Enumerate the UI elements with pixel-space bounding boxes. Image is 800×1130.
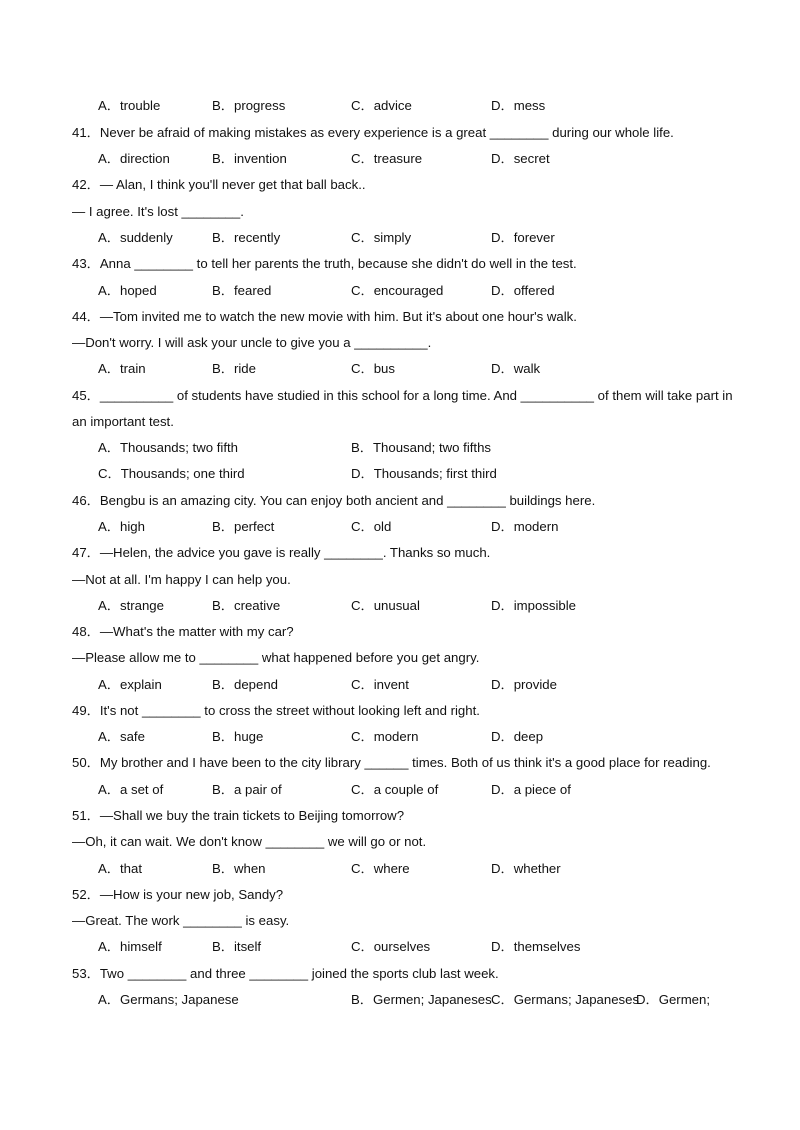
q46-option-b: B．perfect [212,519,275,534]
q46-option-d: D．modern [491,519,559,534]
q48-stem: 48．—What's the matter with my car? [72,624,294,639]
q40-options [0,97,800,115]
q49-options [0,728,800,746]
q45-stem-continued: an important test. [72,414,174,429]
q42-options [0,229,800,247]
q41-option-c: C．treasure [351,151,423,166]
q51-option-b: B．when [212,861,266,876]
q51-stem: 51．—Shall we buy the train tickets to Beijing tomorrow? [72,808,405,823]
q45-options-row1 [0,439,800,457]
q48-option-d: D．provide [491,677,557,692]
q49-option-c: C．modern [351,729,419,744]
q43-option-d: D．offered [491,283,555,298]
q45-option-c: C．Thousands; one third [98,466,245,481]
q52-option-d: D．themselves [491,939,581,954]
q46-stem: 46．Bengbu is an amazing city. You can enjoy both ancient and ________ buildings here. [72,493,596,508]
q46-option-c: C．old [351,519,392,534]
q48-option-b: B．depend [212,677,278,692]
q48-reply: —Please allow me to ________ what happened before you get angry. [72,650,480,665]
q53-option-a: A．Germans; Japanese [98,992,239,1007]
q43-stem: 43．Anna ________ to tell her parents the truth, because she didn't do well in the test. [72,256,577,271]
q41-options [0,150,800,168]
q51-options [0,860,800,878]
q40-option-b: B．progress [212,98,286,113]
q49-option-a: A．safe [98,729,145,744]
q50-options [0,781,800,799]
q51-option-c: C．where [351,861,410,876]
q45-option-b: B．Thousand; two fifths [351,440,492,455]
q53-options [0,991,800,1009]
q42-reply: — I agree. It's lost ________. [72,204,244,219]
q52-reply: —Great. The work ________ is easy. [72,913,290,928]
q47-option-a: A．strange [98,598,164,613]
q45-stem: 45．__________ of students have studied in this school for a long time. And __________ of them will take part in [72,388,733,403]
q44-option-d: D．walk [491,361,541,376]
q45-option-d: D．Thousands; first third [351,466,497,481]
q52-option-a: A．himself [98,939,162,954]
q44-option-b: B．ride [212,361,256,376]
q49-option-d: D．deep [491,729,544,744]
q50-option-d: D．a piece of [491,782,571,797]
q50-stem: 50．My brother and I have been to the city library ______ times. Both of us think it's a good place for reading. [72,755,711,770]
q52-option-b: B．itself [212,939,262,954]
q43-options [0,282,800,300]
q51-option-a: A．that [98,861,142,876]
q45-option-a: A．Thousands; two fifth [98,440,239,455]
q41-option-b: B．invention [212,151,287,166]
q44-option-a: A．train [98,361,146,376]
q42-option-a: A．suddenly [98,230,173,245]
q40-option-a: A．trouble [98,98,161,113]
q41-option-a: A．direction [98,151,170,166]
q47-stem: 47．—Helen, the advice you gave is really ________. Thanks so much. [72,545,491,560]
q52-options [0,938,800,956]
q53-option-c: C．Germans; Japaneses [491,992,640,1007]
q41-option-d: D．secret [491,151,550,166]
q40-option-c: C．advice [351,98,412,113]
q43-option-b: B．feared [212,283,272,298]
q50-option-a: A．a set of [98,782,164,797]
q47-option-b: B．creative [212,598,281,613]
q47-options [0,597,800,615]
q44-option-c: C．bus [351,361,395,376]
q49-option-b: B．huge [212,729,264,744]
q47-option-d: D．impossible [491,598,577,613]
q40-option-d: D．mess [491,98,546,113]
q48-option-a: A．explain [98,677,162,692]
q44-stem: 44．—Tom invited me to watch the new movie with him. But it's about one hour's walk. [72,309,577,324]
q53-stem: 53．Two ________ and three ________ joined the sports club last week. [72,966,499,981]
q43-option-c: C．encouraged [351,283,444,298]
q52-stem: 52．—How is your new job, Sandy? [72,887,284,902]
q46-option-a: A．high [98,519,145,534]
q44-options [0,360,800,378]
q41-stem: 41．Never be afraid of making mistakes as every experience is a great ________ during our whole life. [72,125,674,140]
q42-option-b: B．recently [212,230,281,245]
q42-option-d: D．forever [491,230,555,245]
q50-option-c: C．a couple of [351,782,439,797]
q51-option-d: D．whether [491,861,561,876]
q51-reply: —Oh, it can wait. We don't know ________ we will go or not. [72,834,427,849]
q45-options-row2 [0,465,800,483]
q48-option-c: C．invent [351,677,409,692]
q42-stem: 42．— Alan, I think you'll never get that ball back.. [72,177,366,192]
q50-option-b: B．a pair of [212,782,282,797]
q44-reply: —Don't worry. I will ask your uncle to give you a __________. [72,335,432,350]
q53-option-d: D．Germen; [636,992,711,1007]
q48-options [0,676,800,694]
q53-option-b: B．Germen; Japaneses [351,992,492,1007]
q52-option-c: C．ourselves [351,939,431,954]
q49-stem: 49．It's not ________ to cross the street without looking left and right. [72,703,480,718]
q47-option-c: C．unusual [351,598,420,613]
q47-reply: —Not at all. I'm happy I can help you. [72,572,291,587]
q46-options [0,518,800,536]
q43-option-a: A．hoped [98,283,157,298]
q42-option-c: C．simply [351,230,412,245]
